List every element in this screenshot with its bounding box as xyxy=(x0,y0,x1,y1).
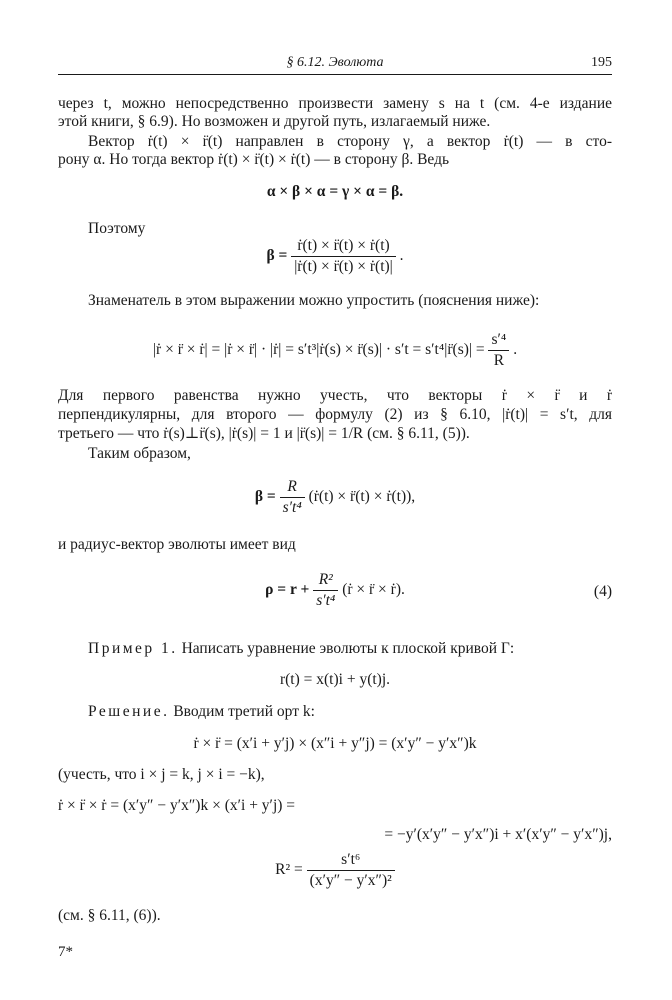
equation-number: (4) xyxy=(593,583,612,600)
therefore-label: Поэтому xyxy=(88,220,146,237)
equation-rho-numerator: R² xyxy=(313,570,338,591)
equation-denominator xyxy=(58,330,612,371)
equation-R2-lhs: R² = xyxy=(275,861,303,879)
solution xyxy=(88,703,315,721)
intro-line-2: этой книги, § 6.9). Но возможен и другой путь, излагаемый ниже. xyxy=(58,113,491,130)
equation-denominator-tail: . xyxy=(513,341,518,359)
equation-denominator-fraction xyxy=(488,330,509,371)
vector-para-line-1: Вектор ṙ(t) × r̈(t) направлен в сторону γ, а вектор ṙ(t) — в сто- xyxy=(88,133,612,150)
equation-beta-2-fraction xyxy=(280,477,305,518)
explain-line-3: третьего — что ṙ(s)⊥r̈(s), |ṙ(s)| = 1 и |r̈(s)| = 1/R (см. § 6.11, (5)). xyxy=(58,425,470,442)
equation-beta-2-lhs: β = xyxy=(254,488,276,506)
equation-triple-line-2: = −y′(x′y″ − y′x″)i + x′(x′y″ − y′x″)j, xyxy=(384,826,612,843)
equation-R2-fraction xyxy=(307,850,395,891)
radius-text: и радиус-вектор эволюты имеет вид xyxy=(58,536,296,553)
vector-para-line-2: рону α. Но тогда вектор ṙ(t) × r̈(t) × ṙ(t) — в сторону β. Ведь xyxy=(58,151,450,168)
denominator-text: Знаменатель в этом выражении можно упростить (пояснения ниже): xyxy=(88,292,540,309)
equation-beta-lhs: β = xyxy=(266,247,288,265)
equation-beta-tail: . xyxy=(399,247,404,265)
solution-text: Вводим третий орт k: xyxy=(173,703,315,720)
running-header xyxy=(58,54,612,75)
equation-cross-product: α × β × α = γ × α = β. xyxy=(266,183,404,200)
explain-line-1: Для первого равенства нужно учесть, что векторы ṙ × r̈ и ṙ xyxy=(58,387,612,404)
equation-R2-numerator: s′t⁶ xyxy=(307,850,395,871)
equation-denominator-denominator: R xyxy=(493,352,505,369)
note-ij: (учесть, что i × j = k, j × i = −k), xyxy=(58,766,265,783)
equation-denominator-numerator: s′⁴ xyxy=(488,330,509,351)
equation-rho xyxy=(58,570,612,611)
equation-beta-fraction xyxy=(291,236,396,277)
equation-rho-fraction xyxy=(313,570,338,611)
equation-beta-denominator: |ṙ(t) × r̈(t) × ṙ(t)| xyxy=(294,258,393,275)
thus-label: Таким образом, xyxy=(88,445,191,462)
intro-line-1: через t, можно непосредственно произвести замену s на t (см. 4-е издание xyxy=(58,95,612,112)
signature-mark: 7* xyxy=(58,944,73,960)
page-number: 195 xyxy=(591,55,612,70)
equation-R2 xyxy=(58,850,612,891)
solution-label: Решение. xyxy=(88,703,170,720)
equation-rho-tail: (ṙ × r̈ × ṙ). xyxy=(342,581,405,599)
equation-rho-lhs: ρ = r + xyxy=(265,581,310,599)
equation-beta xyxy=(58,236,612,277)
explain-line-2: перпендикулярны, для второго — формулу (2) из § 6.10, |ṙ(t)| = s′t, для xyxy=(58,406,612,423)
equation-beta-2-numerator: R xyxy=(280,477,305,498)
example-label: Пример 1. xyxy=(88,640,178,657)
section-title: § 6.12. Эволюта xyxy=(286,55,384,70)
equation-rho-denominator: s′t⁴ xyxy=(316,592,336,609)
equation-beta-2 xyxy=(58,477,612,518)
equation-cross-2: ṙ × r̈ = (x′i + y′j) × (x″i + y″j) = (x′y″ − y′x″)k xyxy=(193,735,477,752)
example-1 xyxy=(88,640,514,658)
equation-beta-numerator: ṙ(t) × r̈(t) × ṙ(t) xyxy=(291,236,396,257)
equation-beta-2-denominator: s′t⁴ xyxy=(282,499,302,516)
example-text: Написать уравнение эволюты к плоской кривой Γ: xyxy=(181,640,515,657)
equation-triple-line-1: ṙ × r̈ × ṙ = (x′y″ − y′x″)k × (x′i + y′j) = xyxy=(58,797,296,814)
equation-R2-denominator: (x′y″ − y′x″)² xyxy=(309,872,392,889)
reference-end: (см. § 6.11, (6)). xyxy=(58,907,161,924)
equation-curve: r(t) = x(t)i + y(t)j. xyxy=(279,671,391,688)
equation-beta-2-tail: (ṙ(t) × r̈(t) × ṙ(t)), xyxy=(308,488,416,506)
equation-denominator-lhs: |ṙ × r̈ × ṙ| = |ṙ × r̈| · |ṙ| = s′t³|ṙ(s) × r̈(s)| · s′t = s′t⁴|r̈(s)| = xyxy=(152,341,485,359)
